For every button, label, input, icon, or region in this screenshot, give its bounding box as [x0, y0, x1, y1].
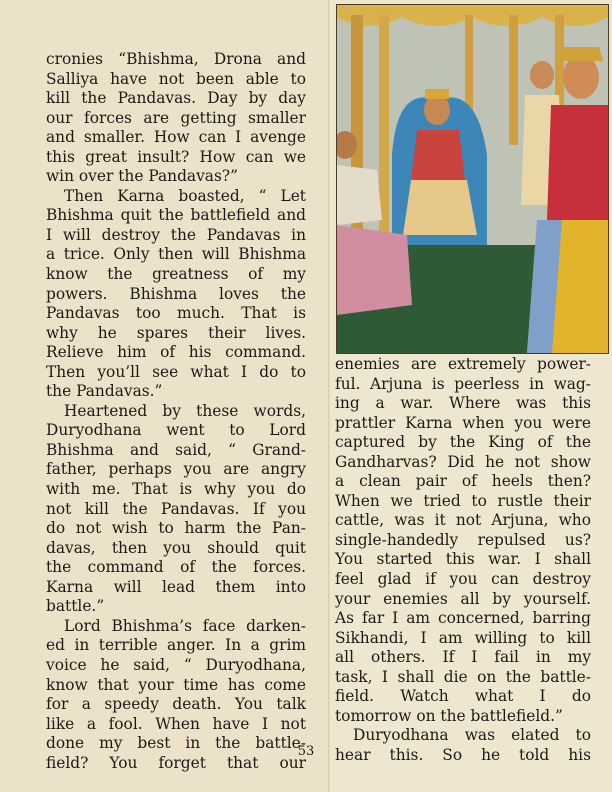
- text-line: a clean pair of heels then?: [335, 472, 591, 491]
- illustration-court-scene: [336, 4, 609, 354]
- text-line: the Pandavas.”: [46, 382, 163, 401]
- text-line: know the greatness of my: [46, 265, 306, 284]
- right-text-column: [335, 355, 591, 765]
- text-line: with me. That is why you do: [46, 480, 306, 499]
- text-line: cronies “Bhishma, Drona and: [46, 50, 306, 68]
- text-line: all others. If I fail in my: [335, 648, 591, 667]
- court-scene-picture: [337, 5, 608, 353]
- text-line: the command of the forces.: [46, 558, 306, 577]
- text-line: know that your time has come: [46, 675, 306, 694]
- prince-head: [563, 55, 599, 99]
- text-line: for a speedy death. You talk: [46, 695, 306, 714]
- text-line: Then Karna boasted, “ Let: [64, 186, 306, 205]
- text-line: why he spares their lives.: [46, 323, 306, 342]
- text-line: Duryodhana went to Lord: [46, 421, 306, 440]
- text-line: do not wish to harm the Pan-: [46, 519, 306, 538]
- text-line: cattle, was it not Arjuna, who: [335, 511, 591, 530]
- text-line: captured by the King of the: [335, 433, 591, 452]
- text-line: Relieve him of his command.: [46, 343, 306, 362]
- text-line: Heartened by these words,: [64, 401, 306, 420]
- side-figure-body: [337, 165, 382, 225]
- prince-vest: [547, 105, 608, 220]
- seated-king-head: [424, 95, 450, 125]
- text-line: Salliya have not been able to: [46, 69, 306, 88]
- attendant-head: [530, 61, 554, 89]
- text-line: hear this. So he told his: [335, 745, 591, 764]
- text-line: voice he said, “ Duryodhana,: [46, 655, 306, 674]
- text-line: tomorrow on the battlefield.”: [335, 706, 563, 725]
- text-line: powers. Bhishma loves the: [46, 284, 306, 303]
- text-line: win over the Pandavas?”: [46, 167, 238, 186]
- text-line: Lord Bhishma’s face darken-: [64, 616, 306, 635]
- text-line: When we tried to rustle their: [335, 491, 591, 510]
- text-line: our forces are getting smaller: [46, 108, 306, 127]
- text-line: like a fool. When have I not: [46, 714, 306, 733]
- text-line: ing a war. Where was this: [335, 394, 591, 413]
- text-line: field. Watch what I do: [335, 687, 591, 706]
- page-fold: [328, 0, 331, 792]
- text-line: your enemies all by yourself.: [335, 589, 591, 608]
- text-line: prattler Karna when you were: [335, 413, 591, 432]
- text-line: father, perhaps you are angry: [46, 460, 306, 479]
- page-number: 53: [297, 744, 315, 759]
- text-line: Sikhandi, I am willing to kill: [335, 628, 591, 647]
- text-line: Karna will lead them into: [46, 577, 306, 596]
- text-line: single-handedly repulsed us?: [335, 530, 591, 549]
- prince-crown: [559, 47, 603, 61]
- text-line: done my best in the battle-: [46, 734, 306, 753]
- text-line: field? You forget that our: [46, 753, 306, 772]
- text-line: Then you’ll see what I do to: [46, 362, 306, 381]
- text-line: enemies are extremely power-: [335, 355, 591, 373]
- text-line: kill the Pandavas. Day by day: [46, 89, 306, 108]
- crown: [425, 89, 449, 99]
- text-line: You started this war. I shall: [335, 550, 591, 569]
- text-line: task, I shall die on the battle-: [335, 667, 591, 686]
- text-line: Duryodhana was elated to: [353, 726, 591, 745]
- text-line: Bhishma and said, “ Grand-: [46, 440, 306, 459]
- text-line: this great insult? How can we: [46, 147, 306, 166]
- text-line: Gandharvas? Did he not show: [335, 452, 591, 471]
- text-line: Pandavas too much. That is: [46, 304, 306, 323]
- text-line: I will destroy the Pandavas in: [46, 225, 306, 244]
- side-figure-dhoti: [337, 225, 412, 315]
- text-line: battle.”: [46, 597, 105, 616]
- pillar: [509, 15, 518, 145]
- text-line: ed in terrible anger. In a grim: [46, 636, 306, 655]
- seated-king-robe: [411, 130, 465, 180]
- text-line: and smaller. How can I avenge: [46, 128, 306, 147]
- text-line: davas, then you should quit: [46, 538, 306, 557]
- text-line: feel glad if you can destroy: [335, 570, 591, 589]
- text-line: a trice. Only then will Bhishma: [46, 245, 306, 264]
- text-line: Bhishma quit the battlefield and: [46, 206, 306, 225]
- left-text-column: [46, 50, 306, 773]
- text-line: As far I am concerned, barring: [335, 609, 591, 628]
- text-line: not kill the Pandavas. If you: [46, 499, 306, 518]
- seated-king-dhoti: [403, 180, 477, 235]
- text-line: ful. Arjuna is peerless in wag-: [335, 374, 591, 393]
